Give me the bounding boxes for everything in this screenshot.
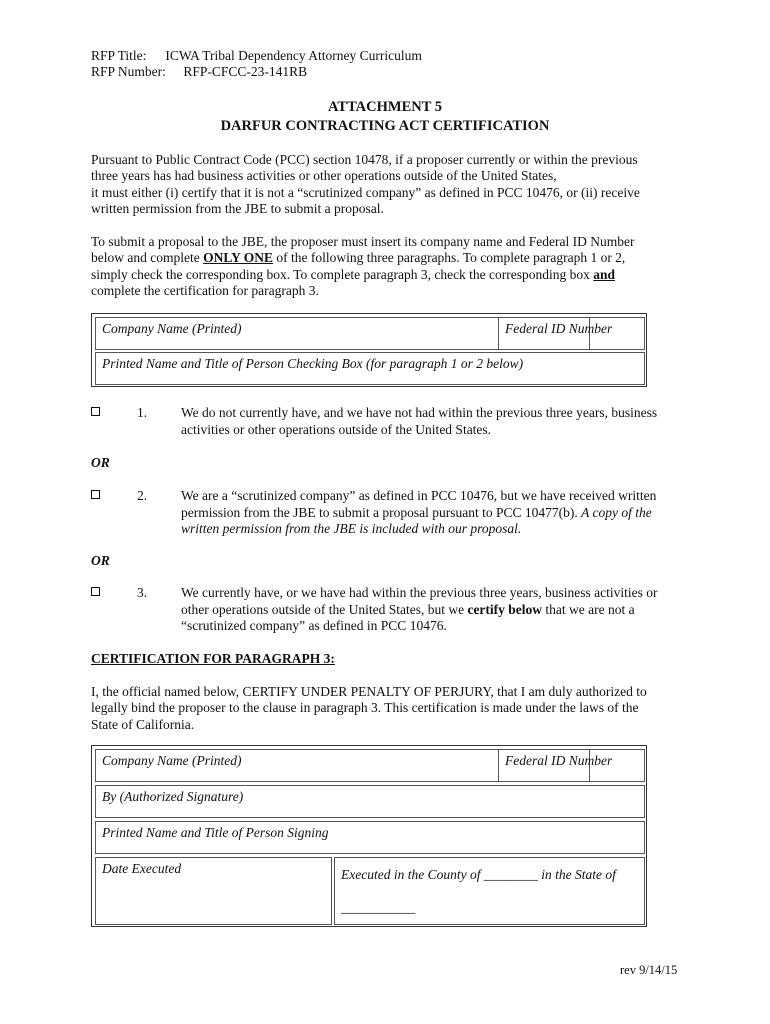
option-line: activities or other operations outside of the United States. [181, 421, 492, 437]
intro-p2-text: of the following three paragraphs. To complete paragraph 1 or 2, [273, 250, 626, 266]
authorized-signature-field[interactable] [95, 785, 645, 818]
federal-id-field[interactable] [498, 317, 645, 350]
intro-p2-line: complete the certification for paragraph 3. [91, 282, 319, 298]
option-number: 2. [137, 488, 148, 503]
cert-federal-id-label: Federal ID Number [505, 753, 613, 768]
rfp-title-label: RFP Title: [91, 48, 147, 63]
option-text: permission from the JBE to submit a proposal pursuant to PCC 10477(b). [181, 504, 582, 520]
certification-line: State of California. [91, 716, 195, 732]
option-2-text [181, 488, 676, 538]
only-one-emphasis: ONLY ONE [203, 250, 273, 266]
cert-company-name-label: Company Name (Printed) [102, 753, 242, 768]
option-italic-text: A copy of the [581, 504, 652, 520]
certification-table [91, 745, 647, 927]
and-emphasis: and [593, 266, 616, 282]
revision-date: rev 9/14/15 [620, 963, 678, 977]
executed-state-blank: ___________ [341, 900, 416, 915]
rfp-number-value: RFP-CFCC-23-141RB [183, 64, 308, 79]
rfp-title-row [91, 48, 422, 64]
rfp-header [91, 48, 422, 80]
option-number: 3. [137, 585, 148, 600]
company-info-table [91, 313, 647, 387]
intro-p1-line: Pursuant to Public Contract Code (PCC) section 10478, if a proposer currently or within the previous [91, 152, 638, 167]
intro-paragraph-2 [91, 234, 681, 299]
printed-name-signing-field[interactable] [95, 821, 645, 854]
option-line: We are a “scrutinized company” as defined in PCC 10476, but we have received written [181, 488, 657, 503]
cert-federal-id-field[interactable] [498, 749, 645, 782]
option-1 [91, 405, 681, 439]
certification-line: I, the official named below, CERTIFY UNDER PENALTY OF PERJURY, that I am duly authorized to [91, 684, 647, 699]
option-2-checkbox[interactable] [91, 490, 100, 499]
company-name-label: Company Name (Printed) [102, 321, 242, 336]
printed-name-checking-field[interactable] [95, 352, 645, 385]
intro-p1-line: it must either (i) certify that it is not a “scrutinized company” as defined in PCC 10476, or (ii) receive [91, 184, 640, 200]
option-line [181, 602, 676, 619]
option-3-checkbox[interactable] [91, 587, 100, 596]
option-line: We do not currently have, and we have not had within the previous three years, business [181, 405, 658, 420]
intro-p1-line: written permission from the JBE to submit a proposal. [91, 200, 384, 216]
certify-below-emphasis: certify below [467, 601, 543, 617]
intro-p1-line: three years has had business activities or other operations outside of the United States, [91, 168, 557, 184]
option-2 [91, 488, 681, 538]
attachment-title: ATTACHMENT 5 [328, 99, 442, 115]
option-line: We currently have, or we have had within the previous three years, business activities or [181, 585, 658, 600]
intro-p2-text: below and complete [91, 250, 204, 266]
intro-p2-line: To submit a proposal to the JBE, the proposer must insert its company name and Federal ID Number [91, 234, 635, 249]
certification-heading: CERTIFICATION FOR PARAGRAPH 3: [91, 651, 335, 666]
option-line: “scrutinized company” as defined in PCC 10476. [181, 618, 447, 633]
option-line: written permission from the JBE is included with our proposal. [181, 521, 522, 536]
option-1-text [181, 405, 676, 438]
certification-paragraph [91, 684, 681, 733]
executed-county-label: Executed in the County of ________ in the State of [341, 867, 616, 882]
rfp-title-value: ICWA Tribal Dependency Attorney Curriculum [165, 48, 422, 63]
rfp-number-label: RFP Number: [91, 64, 166, 79]
intro-p2-line [91, 267, 681, 283]
date-executed-label: Date Executed [102, 861, 182, 876]
printed-name-checking-label: Printed Name and Title of Person Checking Box (for paragraph 1 or 2 below) [102, 356, 524, 371]
date-executed-field[interactable] [95, 857, 332, 925]
authorized-signature-label: By (Authorized Signature) [102, 789, 244, 804]
certification-line: legally bind the proposer to the clause in paragraph 3. This certification is made under the laws of the [91, 700, 639, 716]
document-title: DARFUR CONTRACTING ACT CERTIFICATION [220, 118, 550, 134]
option-1-checkbox[interactable] [91, 407, 100, 416]
option-3-text [181, 585, 676, 635]
intro-p2-line [91, 250, 681, 266]
printed-name-signing-label: Printed Name and Title of Person Signing [102, 825, 329, 840]
option-text: other operations outside of the United States, but we [181, 601, 468, 617]
option-number: 1. [137, 405, 148, 420]
intro-p2-text: simply check the corresponding box. To complete paragraph 3, check the corresponding box [91, 266, 594, 282]
option-line [181, 505, 676, 522]
federal-id-label: Federal ID Number [505, 321, 613, 336]
or-separator: OR [91, 455, 110, 470]
option-text: that we are not a [542, 601, 635, 617]
intro-paragraph-1 [91, 152, 681, 217]
option-3 [91, 585, 681, 635]
or-separator: OR [91, 553, 110, 568]
executed-county-field[interactable] [334, 857, 645, 925]
rfp-number-row [91, 64, 422, 80]
